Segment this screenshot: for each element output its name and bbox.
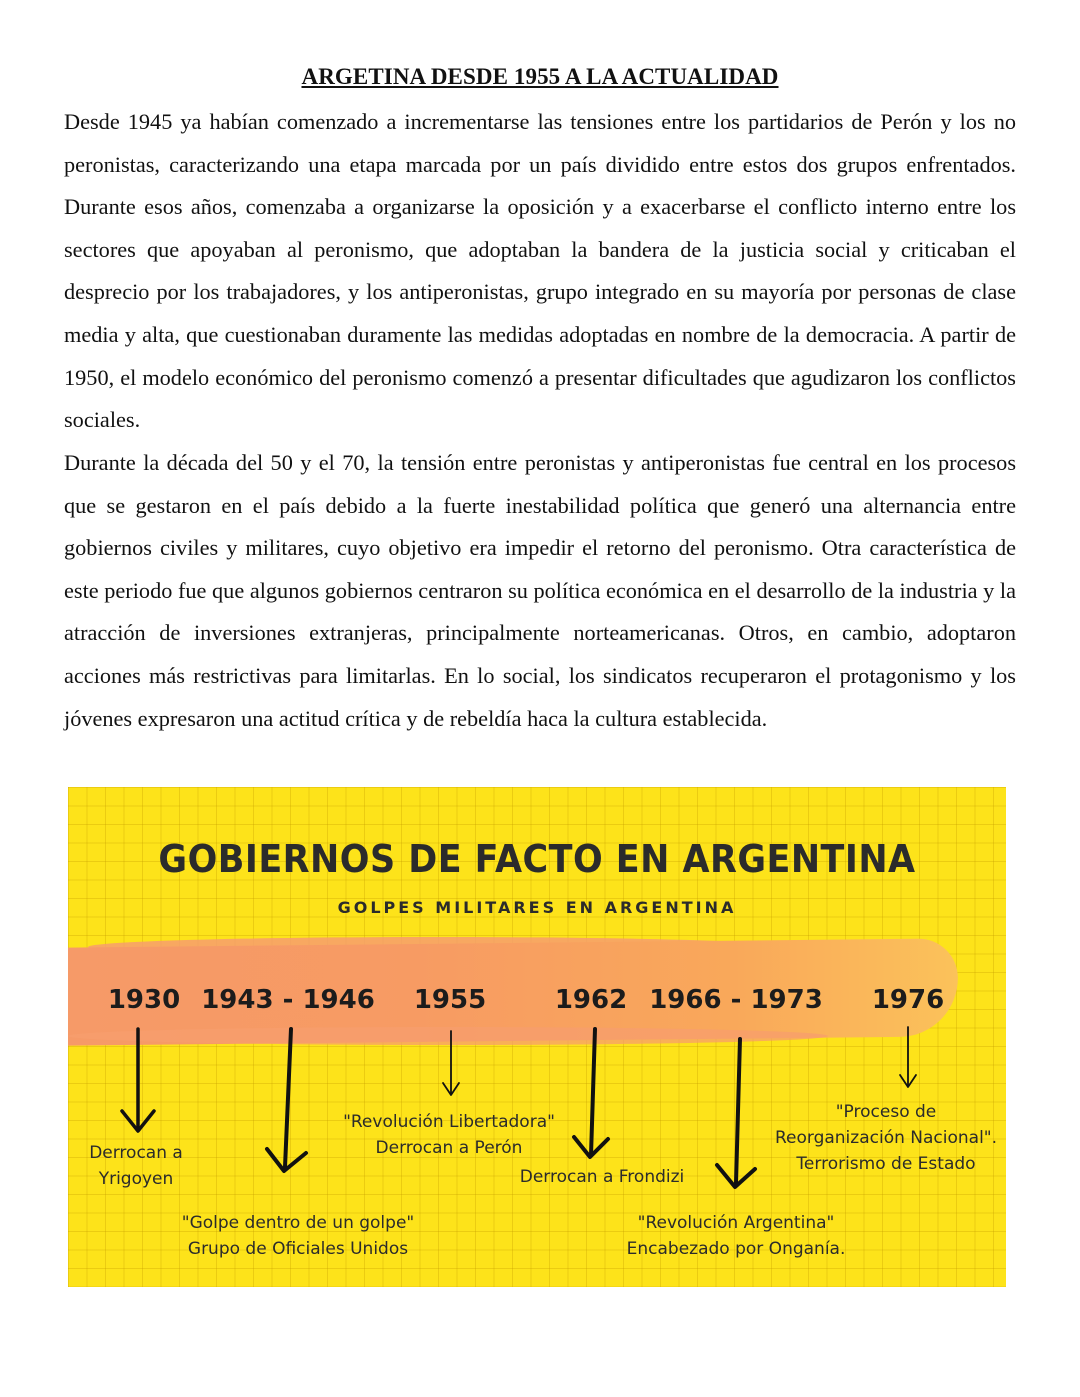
desc-1966-1973: "Revolución Argentina" Encabezado por Onganía. [626, 1213, 846, 1259]
coups-infographic [68, 787, 1006, 1287]
arrow-1966-1973 [736, 1039, 740, 1183]
desc-1962: Derrocan a Frondizi [519, 1167, 685, 1187]
desc-1955: "Revolución Libertadora" Derrocan a Perón [343, 1112, 555, 1158]
year-1930: 1930 [107, 985, 181, 1015]
desc-1930: Derrocan a Yrigoyen [89, 1143, 183, 1189]
year-1962: 1962 [554, 985, 628, 1015]
infographic-title: GOBIERNOS DE FACTO EN ARGENTINA [158, 837, 916, 881]
arrow-1943-1946 [285, 1029, 291, 1167]
paragraph-2: Durante la década del 50 y el 70, la tensión entre peronistas y antiperonistas fue central en los procesos que se gestaron en el país debido a la fuerte inestabilidad política que generó una alternancia entre gobiernos civiles y militares, cuyo objetivo era impedir el retorno del peronismo. Otra característica de este periodo fue que algunos gobiernos centraron su política económica en el desarrollo de la industria y la atracción de inversiones extranjeras, principalmente norteamericanas. Otros, en cambio, adoptaron acciones más restrictivas para limitarlas. En lo social, los sindicatos recuperaron el protagonismo y los jóvenes expresaron una actitud crítica y de rebeldía haca la cultura establecida. [64, 450, 1016, 731]
year-1955: 1955 [413, 985, 487, 1015]
paragraph-1: Desde 1945 ya habían comenzado a incrementarse las tensiones entre los partidarios de Perón y los no peronistas, caracterizando una etapa marcada por un país dividido entre estos dos grupos enfrentados. Durante esos años, comenzaba a organizarse la oposición y a exacerbarse el conflicto interno entre los sectores que apoyaban al peronismo, que adoptaban la bandera de la justicia social y criticaban el desprecio por los trabajadores, y los antiperonistas, grupo integrado en su mayoría por personas de clase media y alta, que cuestionaban duramente las medidas adoptadas en nombre de la democracia. A partir de 1950, el modelo económico del peronismo comenzó a presentar dificultades que agudizaron los conflictos sociales. [64, 109, 1016, 433]
arrow-1962 [591, 1029, 595, 1155]
document-title: ARGETINA DESDE 1955 A LA ACTUALIDAD [301, 64, 779, 89]
year-1943-1946: 1943 - 1946 [201, 985, 375, 1015]
year-1966-1973: 1966 - 1973 [649, 985, 823, 1015]
desc-1976: "Proceso de Reorganización Nacional". Terrorismo de Estado [774, 1102, 998, 1174]
desc-1943-1946: "Golpe dentro de un golpe" Grupo de Oficiales Unidos [181, 1213, 415, 1259]
year-1976: 1976 [871, 985, 945, 1015]
infographic-subtitle: GOLPES MILITARES EN ARGENTINA [337, 898, 737, 917]
